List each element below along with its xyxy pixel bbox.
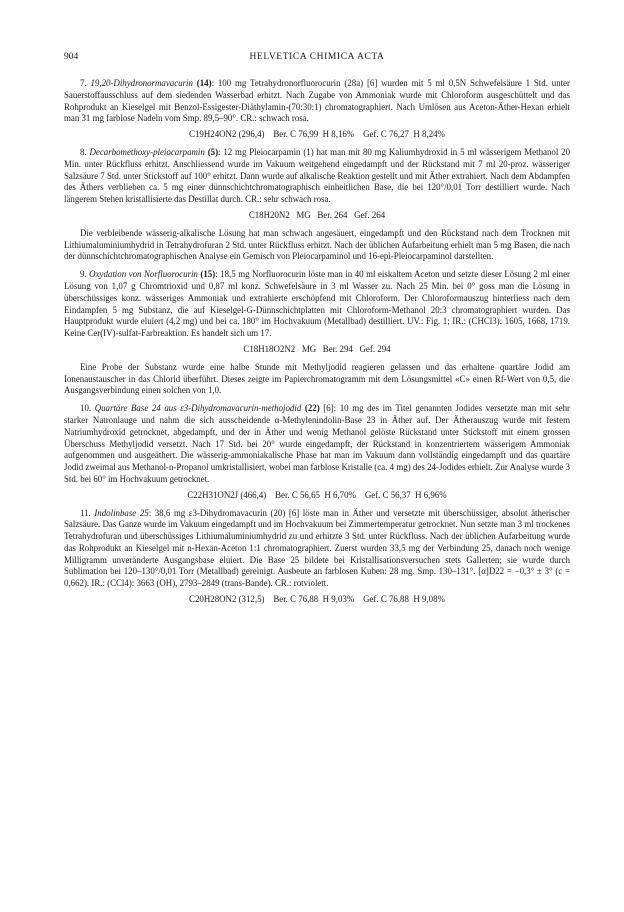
section-number: 10.	[80, 403, 92, 414]
formula-line: C20H28ON2 (312,5) Ber. C 76,88 H 9,03% Gef. C 76,88 H 9,08%	[189, 594, 445, 605]
section-11	[64, 508, 570, 606]
section-number: 9.	[80, 269, 87, 280]
section-paragraph	[64, 269, 570, 340]
formula-line: C18H18O2N2 MG Ber. 294 Gef. 294	[243, 343, 391, 354]
section-number: 8.	[80, 146, 87, 157]
section-title: Quartäre Base 24 aus ε3-Dihydromavacurin-methojodid	[94, 403, 302, 414]
section-9	[64, 269, 570, 397]
compound-label: (15)	[200, 269, 216, 280]
section-text: : 18,5 mg Norfluorocurin löste man in 40 ml eiskaltem Aceton und setzte dieser Lösung 2 ml einer Lösung von 1,07 g Chromtrioxid und 0,87 ml konz. Schwefelsäure in 3 ml Wasser zu. Nach 25 Min. bei 0° goss man die Lösung in überschüssiges konz. wässeriges Ammoniak und extrahierte erschöpfend mit Chloroform. Der Chloroformauszug hinterliess nach dem Eindampfen 5 mg Substanz, die auf Kieselgel-G-Dünnschichtplatten mit Chloroform-Methanol 20:3 chromatographiert wurden. Das Hauptprodukt wurde eluiert (4,2 mg) und bei ca. 180° im Hochvakuum (Metallbad) destilliert. UV.: Fig. 1; IR.: (CHCl3): 1605, 1668, 1719. Keine Cer(IV)-sulfat-Farbreaktion. Es handelt sich um 17.	[64, 269, 571, 339]
section-7	[64, 78, 570, 141]
section-10	[64, 403, 570, 501]
journal-title: HELVETICA CHIMICA ACTA	[249, 52, 385, 62]
section-paragraph	[64, 508, 570, 591]
section-title: Decarbomethoxy-pleiocarpamin	[89, 146, 205, 157]
section-number: 11.	[80, 507, 91, 518]
continuation-paragraph: Die verbleibende wässerig-alkalische Lösung hat man schwach angesäuert, eingedampft und den Rückstand nach dem Trocknen mit Lithiumaluminiumhydrid in Tetrahydrofuran 2 Std. unter Rückfluss erhitzt. Nach der üblichen Aufarbeitung erhielt man 5 mg Basen, die nach der dünnschichtchromatographischen Analyse ein Gemisch von Pleiocarpaminol und 16-epi-Pleiocarpaminol darstellten.	[64, 227, 570, 262]
page-header	[64, 52, 570, 66]
section-paragraph	[64, 403, 570, 486]
section-paragraph	[64, 147, 570, 206]
continuation-paragraph: Eine Probe der Substanz wurde eine halbe Stunde mit Methyljodid reagieren gelassen und das erhaltene quartäre Jodid am Ionenaustauscher in das Chlorid überführt. Dieses zeigte im Papierchromatogramm mit dem Lösungsmittel «C» einen Rf-Wert von 0,5, die Ausgangsverbindung einen solchen von 1,0.	[64, 361, 570, 396]
section-title: Indolinbase 25	[94, 507, 149, 518]
section-title: Oxydation von Norfluorocurin	[89, 269, 198, 280]
section-number: 7.	[80, 78, 87, 88]
section-paragraph	[64, 78, 570, 125]
page-number: 904	[64, 52, 79, 62]
section-text: : 12 mg Pleiocarpamin (1) hat man mit 80 mg Kaliumhydroxid in 5 ml wässerigem Methanol 20 Min. unter Rückfluss erhitzt. Anschliessend wurde im Vakuum weitgehend eingedampft und der Rückstand mit 7 ml 20-proz. wässeriger Salzsäure 7 Std. unter Stickstoff auf 100° erhitzt. Dann wurde auf alkalische Reaktion gestellt und mit Äther extrahiert. Nach dem Abdampfen des Äthers verblieben ca. 5 mg einer dünnschichtchromatographisch einheitlichen Base, die bei 120°/0,01 Torr destilliert wurde. Nach längerem Stehen kristallisierte das Destillat durch. CR.: sehr schwach rosa.	[64, 146, 571, 205]
formula-line: C22H31ON2J (466,4) Ber. C 56,65 H 6,70% Gef. C 56,37 H 6,96%	[187, 489, 447, 500]
compound-label: (22)	[304, 403, 320, 414]
page-body	[64, 78, 570, 612]
compound-label: (5)	[207, 146, 219, 157]
section-8	[64, 147, 570, 263]
formula-line: C18H20N2 MG Ber. 264 Gef. 264	[248, 209, 386, 220]
formula-line: C19H24ON2 (296,4) Ber. C 76,99 H 8,16% Gef. C 76,27 H 8,24%	[189, 129, 445, 140]
section-title: 19,20-Dihydronormavacurin	[90, 78, 193, 88]
section-text: : 38,6 mg ε3-Dihydromavacurin (20) [6] löste man in Äther und versetzte mit überschüssiger, absolut ätherischer Salzsäure. Das Ganze wurde im Vakuum eingedampft und im Hochvakuum bei Zimmertemperatur getrocknet. Nun setzte man 3 ml trockenes Tetrahydrofuran und überschüssiges Lithiumaluminiumhydrid zu und erhitzte 3 Std. unter Rückfluss. Nach der üblichen Aufarbeitung wurde das Rohprodukt an Kieselgel mit n-Hexan-Aceton 1:1 chromatographiert. Zuerst wurden 33,5 mg der Verbindung 25, danach noch wenige Milligramm unveränderte Ausgangsbase eluiert. Die Base 25 bildete bei Kristallisationsversuchen stets Gallerten; sie wurde durch Sublimation bei 120–130°/0,01 Torr (Metallbad) gereinigt. Ausbeute an farblosen Kuben: 28 mg. Smp. 130–131°. [α]D22 = −0,3° ± 3° (c = 0,662). IR.: (CCl4): 3663 (OH), 2793–2849 (trans-Bande). CR.: rotviolett.	[64, 507, 570, 589]
section-text: [6]: 10 mg des im Titel genannten Jodides versetzte man mit sehr starker Natronlauge und nahm die sich ausscheidende α-Methylenindolin-Base 23 in Äther auf. Der Ätherauszug wurde mit festem Natriumhydroxid getrocknet, abgedampft, und der in Äther und wenig Methanol gelöste Rückstand unter Stickstoff mit einem grossen Überschuss Methyljodid versetzt. Nach 17 Std. bei 20° wurde eingedampft, der Rückstand in konzentriertem wässerigem Ammoniak aufgenommen und ausgeäthert. Die wässerig-ammoniakalische Phase hat man im Vakuum dann vollständig eingedampft und das quartäre Jodid zweimal aus Methanol-n-Propanol umkristallisiert, wobei man farblose Kristalle (ca. 4 mg) des 24-Jodides erhielt. Zur Analyse wurde 3 Std. bei 60° im Hochvakuum getrocknet.	[64, 403, 571, 484]
compound-label: (14)	[196, 78, 212, 88]
section-text: : 100 mg Tetrahydronorfluorocurin (28a) [6] wurden mit 5 ml 0,5N Schwefelsäure 1 Std. unter Sauerstoffausschluss auf dem siedenden Wasserbad erhitzt. Nach Zugabe von Ammoniak wurde mit Chloroform ausgeschüttelt und das Rohprodukt an Kieselgel mit Benzol-Essigester-Diäthylamin-(70:30:1) chromatographiert. Nach Umlösen aus Aceton-Äther-Hexan erhielt man 31 mg farblose Nadeln vom Smp. 89,5–90°. CR.: schwach rosa.	[64, 78, 570, 124]
